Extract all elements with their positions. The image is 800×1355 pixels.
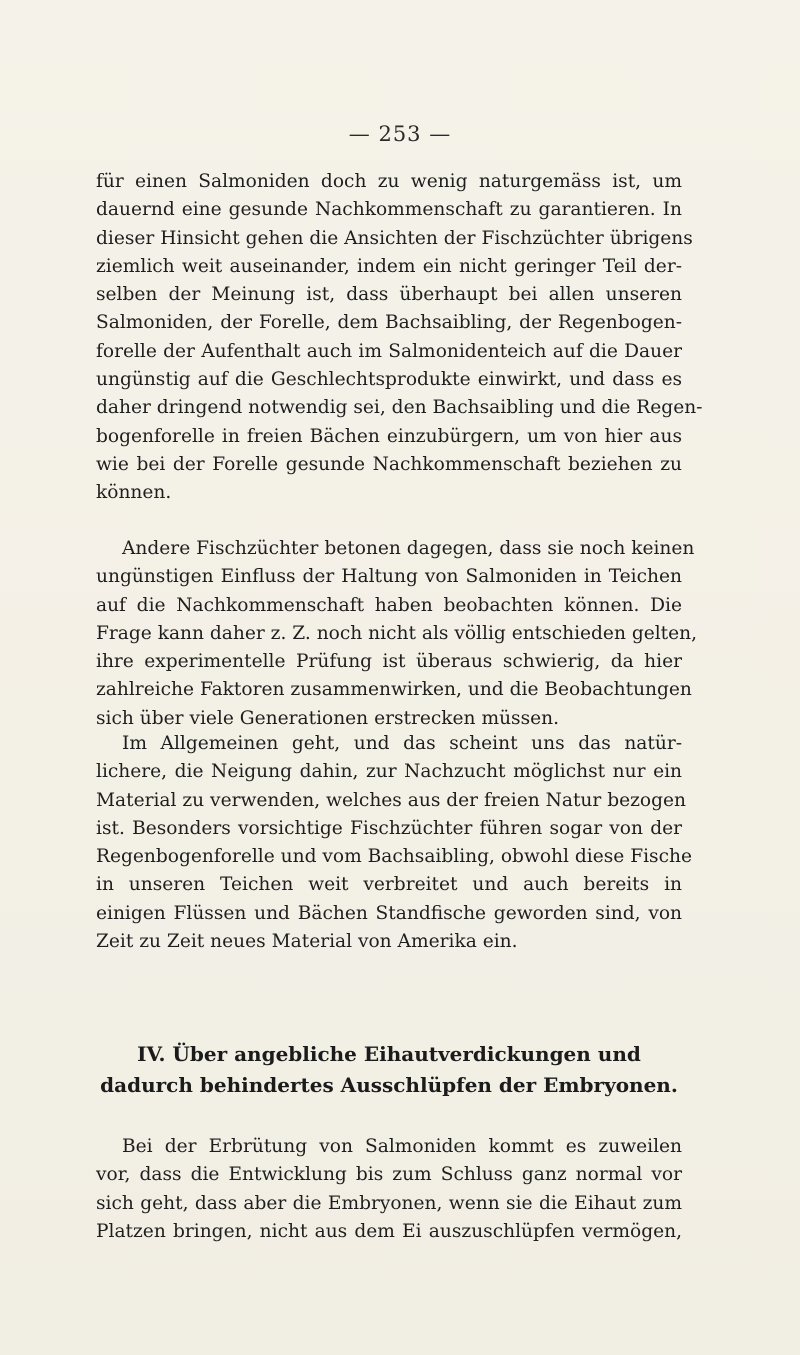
text-line: wie bei der Forelle gesunde Nachkommenschaft beziehen zu [96,453,682,475]
text-line: auf die Nachkommenschaft haben beobachten können. Die [96,594,682,616]
text-line: bogenforelle in freien Bächen einzubürgern, um von hier aus [96,425,682,447]
text-line: Bei der Erbrütung von Salmoniden kommt es zuweilen [122,1136,682,1157]
text-line: zahlreiche Faktoren zusammenwirken, und die Beobachtungen [96,679,692,701]
text-line: Salmoniden, der Forelle, dem Bachsaibling, der Regenbogen- [96,312,682,334]
text-line: Regenbogenforelle und vom Bachsaibling, obwohl diese Fische [96,846,692,868]
paragraph-4 [96,1133,682,1246]
paragraph-2 [96,535,698,733]
page-number: — 253 — [348,122,452,146]
text-line: sich über viele Generationen erstrecken müssen. [96,707,560,729]
text-line: einigen Flüssen und Bächen Standfische geworden sind, von [96,902,682,924]
text-line: ungünstig auf die Geschlechtsprodukte einwirkt, und dass es [96,369,682,391]
text-line: sich geht, dass aber die Embryonen, wenn sie die Eihaut zum [96,1192,682,1214]
text-line: können. [96,482,172,504]
text-line: Frage kann daher z. Z. noch nicht als völlig entschieden gelten, [96,622,698,644]
text-line: für einen Salmoniden doch zu wenig naturgemäss ist, um [96,171,682,192]
section-heading-line-1: IV. Über angebliche Eihautverdickungen und [137,1042,641,1066]
text-line: Platzen bringen, nicht aus dem Ei auszuschlüpfen vermögen, [96,1220,682,1242]
text-line: ihre experimentelle Prüfung ist überaus schwierig, da hier [96,651,682,673]
text-line: ist. Besonders vorsichtige Fischzüchter führen sogar von der [96,817,682,839]
text-line: in unseren Teichen weit verbreitet und auch bereits in [96,874,682,896]
section-heading [96,1039,682,1101]
text-line: lichere, die Neigung dahin, zur Nachzucht möglichst nur ein [96,761,682,783]
text-line: ungünstigen Einfluss der Haltung von Salmoniden in Teichen [96,566,682,588]
text-line: ziemlich weit auseinander, indem ein nicht geringer Teil der- [96,255,682,277]
text-line: selben der Meinung ist, dass überhaupt bei allen unseren [96,284,682,306]
text-line: dieser Hinsicht gehen die Ansichten der Fischzüchter übrigens [96,227,693,249]
paragraph-1 [96,168,703,508]
text-line: Zeit zu Zeit neues Material von Amerika ein. [96,931,518,953]
text-line: Andere Fischzüchter betonen dagegen, dass sie noch keinen [122,538,695,559]
text-line: forelle der Aufenthalt auch im Salmonidenteich auf die Dauer [96,340,682,362]
text-line: Im Allgemeinen geht, und das scheint uns das natür- [122,733,682,754]
text-line: vor, dass die Entwicklung bis zum Schluss ganz normal vor [96,1164,682,1186]
text-line: dauernd eine gesunde Nachkommenschaft zu garantieren. In [96,199,682,221]
paragraph-3 [96,730,692,956]
text-line: daher dringend notwendig sei, den Bachsaibling und die Regen- [96,397,703,419]
text-line: Material zu verwenden, welches aus der freien Natur bezogen [96,789,686,811]
section-heading-line-2: dadurch behindertes Ausschlüpfen der Embryonen. [100,1073,678,1097]
